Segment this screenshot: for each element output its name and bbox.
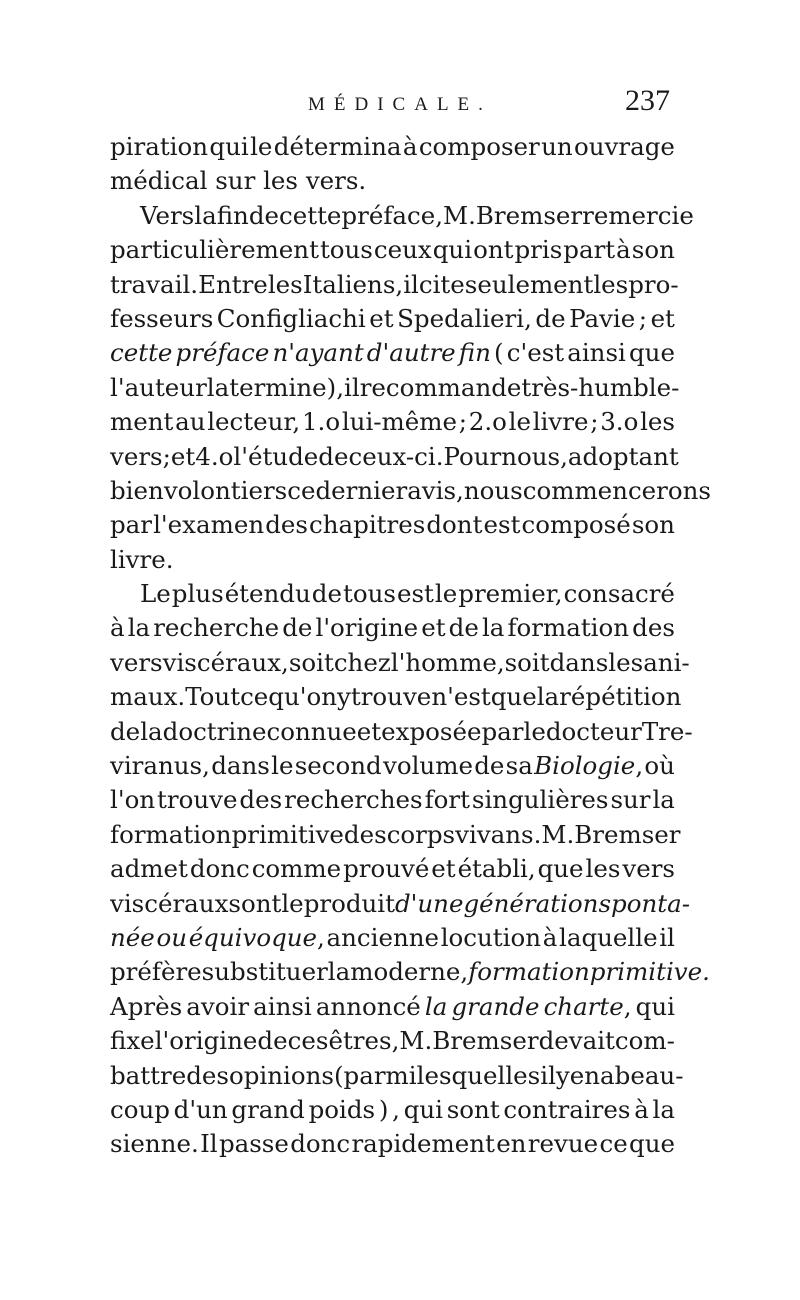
word: les [608,647,644,677]
word: sponta- [598,888,690,918]
word: des [239,785,283,815]
word: Entre [198,269,268,299]
word: comme [251,854,342,884]
word: de [318,441,349,471]
word: coup [110,1094,170,1124]
word: poids [308,1094,376,1124]
word: ) [378,1094,389,1124]
word: médical [110,166,208,196]
word: fin [458,338,491,368]
word: dont [426,510,483,540]
word: grand [231,1094,305,1124]
text-line [110,474,711,508]
word: de [248,200,279,230]
word: équivoque, [188,922,325,952]
word: cette [110,338,173,368]
word: seulement [464,269,594,299]
text-line [110,646,690,680]
word: n'est [431,682,491,712]
word: l'homme, [390,647,505,677]
word: que [629,338,675,368]
word: avis, [407,475,464,505]
word: établi, [457,854,536,884]
word: rapidement [351,1129,495,1159]
word: ( [494,338,504,368]
word: d'autre [366,338,456,368]
word: Il [200,1129,218,1159]
word: étendu [224,579,311,609]
word: volontiers [163,475,288,505]
word: à [110,613,125,643]
word: ainsi [567,338,626,368]
word: Bremser [574,819,681,849]
word: y [555,1060,570,1090]
word: ment [110,407,174,437]
word: dans [211,751,270,781]
word: y [337,682,351,712]
word: M. [541,819,575,849]
text-line [110,164,675,198]
text-line [110,1127,675,1161]
word: remercie [582,200,694,230]
word: chez [333,647,391,677]
word: son [631,510,675,540]
word: substituer [201,957,328,987]
word: corps [386,819,456,849]
word: nous [463,475,523,505]
word: avoir [186,991,250,1021]
word: ( [333,1060,344,1090]
word: Configliachi [216,303,366,333]
word: recommande [359,372,522,402]
word: ceux [373,235,432,265]
word: ani- [643,647,690,677]
word: pro- [628,269,679,299]
word: des [186,1060,229,1090]
word: vers [622,854,675,884]
word: recherche [153,613,280,643]
word: fesseurs [110,303,214,333]
word: livre. [110,544,174,574]
word: ou [156,922,187,952]
word: Bremser [432,1026,539,1056]
text-line [110,440,679,474]
word: il [659,922,675,952]
word: ; [162,441,171,471]
word: la [127,613,151,643]
word: dernier [315,475,408,505]
word: ouvrage [574,132,675,161]
word: à [616,235,631,265]
text-line [110,852,675,886]
word: contraires [503,1094,631,1124]
page-number: 237 [625,84,670,117]
word: est [396,579,434,609]
word: l'on [110,785,156,815]
word: préface [175,338,270,368]
word: viscéraux, [162,647,289,677]
word: consacré [563,579,675,609]
word: ce [599,1129,628,1159]
word: il [344,372,360,402]
word: la [206,372,230,402]
word: primitive. [589,957,710,987]
word: que [490,682,537,712]
word: premier, [458,579,563,609]
word: son [631,235,675,265]
word: formation [507,613,630,643]
word: c'est [506,338,565,368]
word: passe [218,1129,289,1159]
word: second [294,751,382,781]
text-line [110,749,675,783]
word: exposée [381,716,482,746]
word: ceux-ci. [348,441,444,471]
text-line [110,543,675,577]
word: opinions [228,1060,334,1090]
text-line [110,199,694,233]
text-line [110,1024,675,1058]
word: les [593,269,629,299]
word: lesquelles [416,1060,541,1090]
word: de [110,716,141,746]
text-line [110,405,675,439]
word: dans [549,647,609,677]
word: cite [418,269,465,299]
word: travail. [110,269,199,299]
word: , [336,372,345,402]
word: le [250,132,273,161]
word: la [327,957,351,987]
word: piration [110,132,209,161]
word: sur [215,166,256,196]
running-title: MÉDICALE. [308,94,492,115]
word: que [537,854,584,884]
word: l'étude [233,441,319,471]
word: part [563,235,616,265]
text-line [110,921,675,955]
word: , [392,1094,400,1124]
word: la [652,785,675,815]
word: recherches [284,785,423,815]
word: lui-même [341,407,458,437]
word: Le [140,579,171,609]
word: sont [446,1094,500,1124]
word: ce [287,475,316,505]
text-line [110,508,675,542]
word: qui [635,991,675,1021]
word: ; [590,407,599,437]
word: vers [110,647,163,677]
word: beau- [614,1060,684,1090]
word: les [263,166,299,196]
word: le [523,716,546,746]
word: qui [403,1094,443,1124]
word: ainsi [253,991,312,1021]
text-line [110,990,675,1024]
word: Tout [185,682,241,712]
word: la [194,200,217,230]
word: Pavie [569,303,636,333]
word: formation [468,957,590,987]
text-line [110,1059,684,1093]
word: adoptant [567,441,679,471]
word: singulières [471,785,609,815]
word: sa [505,751,533,781]
word: à [634,1094,649,1124]
word: en [496,1129,527,1159]
word: et [650,303,675,333]
word: grande [451,991,540,1021]
word: admet [110,854,188,884]
word: à [542,922,558,952]
word: soit [504,647,550,677]
word: qui [432,235,473,265]
word: où [644,751,675,781]
word: et [356,716,382,746]
word: et [431,854,456,884]
word: ont [473,235,514,265]
word: Spedalieri, [397,303,532,333]
word: a [600,1060,615,1090]
word: la [424,991,448,1021]
word: ; [458,407,468,437]
text-line [110,336,675,370]
word: composé [521,510,631,540]
word: viranus, [110,751,210,781]
word: le [271,751,294,781]
word: Tre- [641,716,693,746]
word: trouve [350,682,432,712]
word: de [257,1026,288,1056]
word: par [481,716,524,746]
word: des [343,819,387,849]
word: la [536,682,560,712]
word: devait [538,1026,615,1056]
word: préface, [341,200,443,230]
word: êtres, [328,1026,400,1056]
text-line [110,818,681,852]
word: 3.o [600,407,639,437]
word: la [652,1094,675,1124]
word: plus [171,579,224,609]
word: préfère [110,957,202,987]
word: doctrine [162,716,267,746]
page-header [110,84,670,128]
word: à [402,132,418,161]
word: répétition [559,682,682,712]
word: il [403,269,419,299]
word: des [265,510,308,540]
word: prouvé [343,854,430,884]
word: l'origine [315,613,419,643]
word: fin [216,200,249,230]
word: et [421,613,446,643]
text-line [110,680,682,714]
word: Après [110,991,183,1021]
text-line [110,611,675,645]
word: parmi [343,1060,417,1090]
word: nous, [501,441,568,471]
word: l'auteur [110,372,207,402]
word: Biologie, [534,751,644,781]
word: qui [209,132,249,161]
word: vers. [305,166,367,196]
text-line [110,268,679,302]
word: annoncé [315,991,421,1021]
word: donc [189,854,250,884]
word: ce [240,682,269,712]
word: formation [110,819,232,849]
word: laquelle [559,922,658,952]
word: Vers [140,200,195,230]
word: ; [638,303,648,333]
word: bien [110,475,164,505]
word: d'un [173,1094,228,1124]
word: Italiens, [302,269,404,299]
word: très-humble- [521,372,680,402]
word: de [448,613,479,643]
word: et [369,303,394,333]
word: génération [463,888,599,918]
word: et [170,441,196,471]
word: trouve [157,785,238,815]
word: fort [424,785,470,815]
word: soit [288,647,334,677]
word: volume [383,751,473,781]
word: détermina [273,132,402,161]
word: locution [440,922,542,952]
word: tous [319,235,373,265]
word: revue [527,1129,599,1159]
text-line [110,783,675,817]
word: battre [110,1060,187,1090]
word: les [640,407,675,437]
text-line [110,302,675,336]
word: tous [343,579,396,609]
word: de [282,613,313,643]
word: cette [279,200,342,230]
word: n'ayant [272,338,364,368]
text-line [110,233,675,267]
word: le [434,579,458,609]
word: vivans. [455,819,542,849]
word: au [175,407,206,437]
word: de [474,751,505,781]
word: l'examen [153,510,265,540]
word: charte, [543,991,632,1021]
word: les [585,854,621,884]
word: est [483,510,521,540]
text-line [110,955,710,989]
word: 2.o [468,407,507,437]
word: pris [514,235,563,265]
word: de [535,303,566,333]
word: Pour [443,441,502,471]
word: fixe [110,1026,155,1056]
word: l'origine [154,1026,258,1056]
word: particulièrement [110,235,319,265]
word: primitive [231,819,344,849]
word: par [110,510,153,540]
word: connue [266,716,357,746]
word: de [311,579,342,609]
word: produit [303,888,395,918]
word: donc [290,1129,351,1159]
word: sur [610,785,651,815]
word: née [110,922,155,952]
word: le [508,407,531,437]
word: la [481,613,505,643]
word: com- [614,1026,675,1056]
word: qu'on [268,682,338,712]
word: ces [287,1026,329,1056]
word: 1.o [301,407,341,437]
text-line [110,130,675,164]
word: commencerons [522,475,711,505]
text-line [110,1093,675,1127]
word: sont [228,888,282,918]
word: il [540,1060,556,1090]
word: moderne, [350,957,469,987]
body-text [110,130,711,1162]
word: composer [418,132,540,161]
word: sienne. [110,1129,199,1159]
word: la [140,716,163,746]
word: viscéraux [110,888,229,918]
text-line [110,715,693,749]
word: un [541,132,573,161]
word: Bremser [475,200,583,230]
word: d'une [394,888,464,918]
word: le [281,888,304,918]
word: livre [532,407,589,437]
word: chapitres [309,510,426,540]
text-line [110,577,675,611]
word: 4.o [195,441,234,471]
text-line [110,887,690,921]
word: les [267,269,303,299]
word: termine [229,372,327,402]
word: vers [110,441,163,471]
word: en [569,1060,601,1090]
word: ) [326,372,337,402]
word: que [629,1129,675,1159]
word: M. [399,1026,433,1056]
word: M. [443,200,476,230]
word: ancienne [326,922,440,952]
word: docteur [545,716,642,746]
word: lecteur, [207,407,301,437]
word: des [632,613,675,643]
text-line [110,371,680,405]
word: maux. [110,682,186,712]
